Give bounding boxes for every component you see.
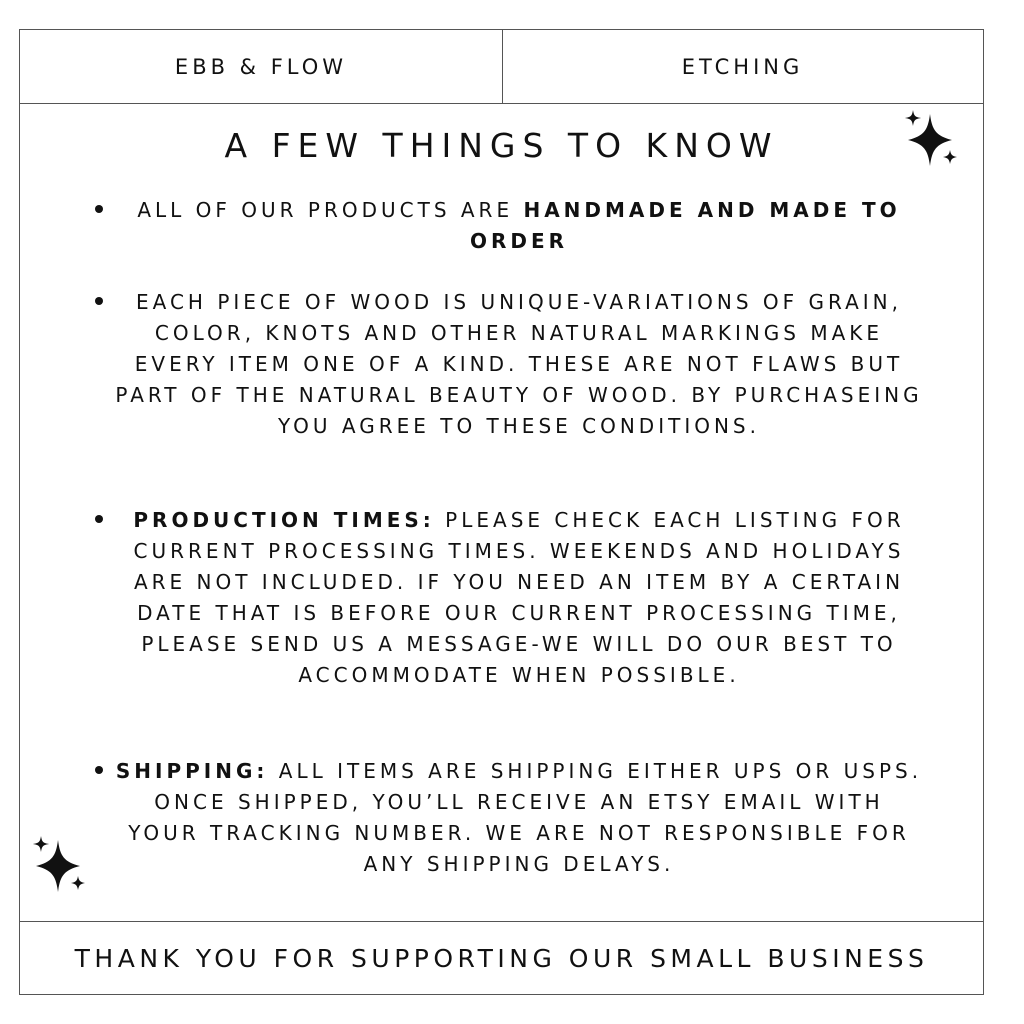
bullet-text: PRODUCTION TIMES: PLEASE CHECK EACH LISTING FOR CURRENT PROCESSING TIMES. WEEKENDS AND HOLIDAYS ARE NOT INCLUDED. IF YOU NEED AN ITEM BY A CERTAIN DATE THAT IS BEFORE OUR CURRENT PROCESSING TIME, PLEASE SEND US A MESSAGE-WE WILL DO OUR BEST TO ACCOMMODATE WHEN POSSIBLE.	[133, 508, 905, 687]
header-rule	[20, 103, 983, 104]
info-card	[19, 29, 984, 995]
bullet-dot	[95, 205, 103, 213]
page-title: A FEW THINGS TO KNOW	[224, 126, 779, 165]
header-brand: EBB & FLOW	[174, 54, 348, 79]
bullet-dot	[95, 297, 103, 305]
bullet-text: EACH PIECE OF WOOD IS UNIQUE-VARIATIONS OF GRAIN, COLOR, KNOTS AND OTHER NATURAL MARKINGS MAKE EVERY ITEM ONE OF A KIND. THESE ARE NOT FLAWS BUT PART OF THE NATURAL BEAUTY OF WOOD. BY PURCHASEING YOU AGREE TO THESE CONDITIONS.	[115, 290, 923, 438]
bullet-dot	[95, 766, 103, 774]
bullet-dot	[95, 515, 103, 523]
bullet-text: ALL OF OUR PRODUCTS ARE HANDMADE AND MADE TO ORDER	[137, 198, 901, 253]
header-subtitle: ETCHING	[681, 54, 804, 79]
sparkle-icon	[900, 108, 964, 172]
footer-message: THANK YOU FOR SUPPORTING OUR SMALL BUSINESS	[74, 943, 929, 973]
bullet-text: SHIPPING: ALL ITEMS ARE SHIPPING EITHER UPS OR USPS. ONCE SHIPPED, YOU’LL RECEIVE AN ETSY EMAIL WITH YOUR TRACKING NUMBER. WE ARE NOT RESPONSIBLE FOR ANY SHIPPING DELAYS.	[115, 759, 923, 876]
sparkle-icon	[28, 834, 92, 898]
